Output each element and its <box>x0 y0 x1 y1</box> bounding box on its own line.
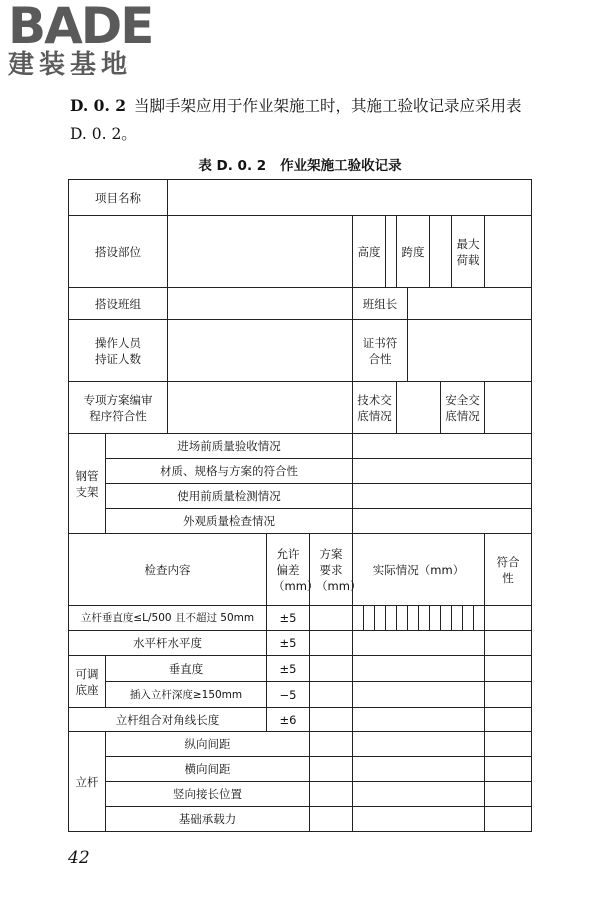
steel-item: 使用前质量检测情况 <box>106 484 353 509</box>
label-operators-line1: 操作人员 <box>95 335 141 350</box>
table-row <box>69 216 532 288</box>
actual-cell <box>441 606 452 631</box>
table-row <box>69 606 532 631</box>
steel-item: 进场前质量验收情况 <box>106 434 353 459</box>
value-cell <box>353 732 485 757</box>
value-cell <box>310 656 353 682</box>
label-special-plan-line2: 程序符合性 <box>89 408 147 423</box>
value-cell <box>168 382 353 434</box>
label-special-plan <box>69 382 168 434</box>
label-span: 跨度 <box>397 216 430 288</box>
value-cell <box>310 807 353 832</box>
value-cell <box>485 708 532 732</box>
actual-cell <box>364 606 375 631</box>
value-cell <box>310 631 353 656</box>
label-operators <box>69 320 168 382</box>
check-item: 水平杆水平度 <box>69 631 267 656</box>
table-row <box>69 708 532 732</box>
table-row <box>69 288 532 320</box>
logo-text-en: BADE <box>8 0 153 55</box>
value-cell <box>408 320 532 382</box>
label-steel-support: 钢管支架 <box>69 434 106 534</box>
label-max-load: 最大荷载 <box>452 216 485 288</box>
table-row <box>69 807 532 832</box>
value-cell <box>353 509 532 534</box>
value-cell <box>353 484 532 509</box>
actual-cell <box>353 606 364 631</box>
value-cell <box>353 807 485 832</box>
value-cell <box>485 782 532 807</box>
actual-cell <box>397 606 408 631</box>
value-cell <box>310 757 353 782</box>
table-header-row <box>69 534 532 606</box>
value-cell <box>485 382 532 434</box>
value-cell <box>397 382 441 434</box>
actual-cell <box>375 606 386 631</box>
value-cell <box>485 682 532 708</box>
table-row <box>69 782 532 807</box>
value-cell <box>168 180 532 216</box>
pole-item: 纵向间距 <box>106 732 310 757</box>
label-pole: 立杆 <box>69 732 106 832</box>
value-cell <box>168 320 353 382</box>
pole-item: 横向间距 <box>106 757 310 782</box>
check-item: 立杆垂直度≤L/500 且不超过 50mm <box>69 606 267 631</box>
tolerance-value: −5 <box>267 682 310 708</box>
label-adjustable-base: 可调底座 <box>69 656 106 708</box>
value-cell <box>353 434 532 459</box>
label-certificate: 证书符合性 <box>353 320 408 382</box>
label-operators-line2: 持证人数 <box>95 351 141 366</box>
header-conformity: 符合性 <box>485 534 532 606</box>
table-row <box>69 459 532 484</box>
value-cell <box>386 216 397 288</box>
value-cell <box>430 216 452 288</box>
actual-cell <box>452 606 463 631</box>
tolerance-value: ±5 <box>267 656 310 682</box>
value-cell <box>310 708 353 732</box>
actual-cell <box>474 606 485 631</box>
table-title <box>0 154 600 174</box>
value-cell <box>310 606 353 631</box>
value-cell <box>168 288 353 320</box>
tolerance-value: ±5 <box>267 606 310 631</box>
label-safety-briefing: 安全交底情况 <box>441 382 485 434</box>
tolerance-value: ±5 <box>267 631 310 656</box>
value-cell <box>485 757 532 782</box>
actual-cell <box>419 606 430 631</box>
table-row <box>69 509 532 534</box>
acceptance-record-table <box>68 179 532 832</box>
actual-cell <box>408 606 419 631</box>
value-cell <box>485 631 532 656</box>
value-cell <box>353 782 485 807</box>
table-row <box>69 434 532 459</box>
check-item: 立杆组合对角线长度 <box>69 708 267 732</box>
value-cell <box>353 708 485 732</box>
table-row <box>69 484 532 509</box>
steel-item: 外观质量检查情况 <box>106 509 353 534</box>
section-text: 当脚手架应用于作业架施工时，其施工验收记录应采用表 D. 0. 2。 <box>70 97 522 143</box>
label-height: 高度 <box>353 216 386 288</box>
tolerance-value: ±6 <box>267 708 310 732</box>
section-number: D. 0. 2 <box>70 96 127 115</box>
table-row <box>69 757 532 782</box>
value-cell <box>353 682 485 708</box>
header-plan-requirement: 方案要求（mm） <box>310 534 353 606</box>
value-cell <box>485 656 532 682</box>
value-cell <box>485 807 532 832</box>
page-number: 42 <box>68 848 90 868</box>
value-cell <box>353 757 485 782</box>
table-title-text: 作业架施工验收记录 <box>280 158 402 174</box>
value-cell <box>485 732 532 757</box>
pole-item: 竖向接长位置 <box>106 782 310 807</box>
table-row <box>69 656 532 682</box>
logo-text-cn: 建装基地 <box>8 50 133 80</box>
section-paragraph <box>70 92 540 148</box>
label-project-name: 项目名称 <box>69 180 168 216</box>
label-erection-team: 搭设班组 <box>69 288 168 320</box>
actual-cell <box>430 606 441 631</box>
label-erection-location: 搭设部位 <box>69 216 168 288</box>
header-actual: 实际情况（mm） <box>353 534 485 606</box>
value-cell <box>168 216 353 288</box>
value-cell <box>310 732 353 757</box>
actual-cell <box>463 606 474 631</box>
table-number: 表 D. 0. 2 <box>198 158 267 174</box>
table-row <box>69 732 532 757</box>
header-tolerance: 允许偏差（mm） <box>267 534 310 606</box>
value-cell <box>485 606 532 631</box>
label-special-plan-line1: 专项方案编审 <box>83 392 153 407</box>
steel-item: 材质、规格与方案的符合性 <box>106 459 353 484</box>
value-cell <box>485 216 532 288</box>
value-cell <box>353 631 485 656</box>
table-row <box>69 382 532 434</box>
header-check-content: 检查内容 <box>69 534 267 606</box>
logo <box>8 2 178 92</box>
table-row <box>69 631 532 656</box>
value-cell <box>353 656 485 682</box>
table-row <box>69 320 532 382</box>
check-item: 插入立杆深度≥150mm <box>106 682 267 708</box>
value-cell <box>310 782 353 807</box>
pole-item: 基础承载力 <box>106 807 310 832</box>
value-cell <box>353 459 532 484</box>
label-tech-briefing: 技术交底情况 <box>353 382 397 434</box>
actual-cell <box>386 606 397 631</box>
label-team-leader: 班组长 <box>353 288 408 320</box>
value-cell <box>408 288 532 320</box>
value-cell <box>310 682 353 708</box>
check-item: 垂直度 <box>106 656 267 682</box>
table-row <box>69 180 532 216</box>
table-row <box>69 682 532 708</box>
